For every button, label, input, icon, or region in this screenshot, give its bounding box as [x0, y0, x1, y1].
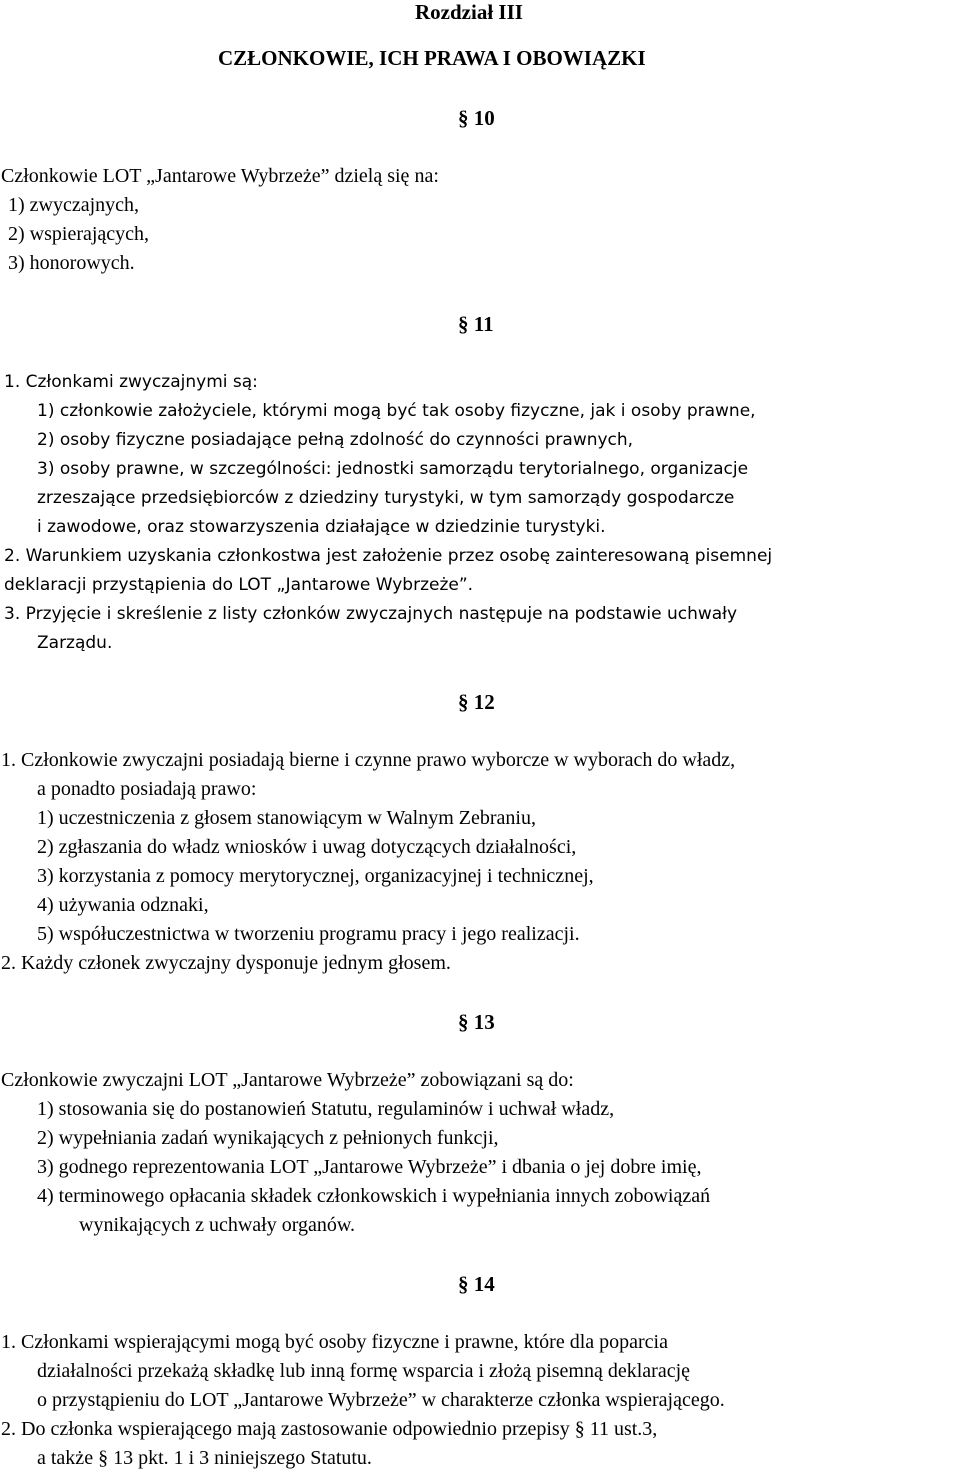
- p11-s1-lead: 1. Członkami zwyczajnymi są:: [4, 372, 258, 392]
- p12-s1-line-1: 1. Członkowie zwyczajni posiadają bierne i czynne prawo wyborcze w wyborach do władz,: [1, 749, 736, 771]
- p13-item-3: 3) godnego reprezentowania LOT „Jantarowe Wybrzeże” i dbania o jej dobre imię,: [37, 1156, 702, 1178]
- p11-s2-line-1: 2. Warunkiem uzyskania członkostwa jest założenie przez osobę zainteresowaną pisemnej: [4, 546, 773, 566]
- p10-item-1: 1) zwyczajnych,: [8, 194, 140, 216]
- p10-intro: Członkowie LOT „Jantarowe Wybrzeże” dzielą się na:: [1, 165, 439, 187]
- p11-s1-item-3-cont-2: i zawodowe, oraz stowarzyszenia działające w dziedzinie turystyki.: [37, 517, 606, 537]
- p14-s1-line-3: o przystąpieniu do LOT „Jantarowe Wybrzeże” w charakterze członka wspierającego.: [37, 1389, 725, 1411]
- p12-s1-line-2: a ponadto posiadają prawo:: [37, 778, 257, 800]
- p14-s2-line-1: 2. Do członka wspierającego mają zastosowanie odpowiednio przepisy § 11 ust.3,: [1, 1418, 658, 1440]
- p13-item-2: 2) wypełniania zadań wynikających z pełnionych funkcji,: [37, 1127, 499, 1149]
- p12-item-2: 2) zgłaszania do władz wniosków i uwag dotyczących działalności,: [37, 836, 577, 858]
- p14-s1-line-2: działalności przekażą składkę lub inną formę wsparcia i złożą pisemną deklarację: [37, 1360, 691, 1382]
- p13-intro: Członkowie zwyczajni LOT „Jantarowe Wybrzeże” zobowiązani są do:: [1, 1069, 574, 1091]
- paragraph-14-heading: § 14: [458, 1272, 495, 1296]
- p14-s2-line-2: a także § 13 pkt. 1 i 3 niniejszego Statutu.: [37, 1447, 372, 1469]
- p13-item-1: 1) stosowania się do postanowień Statutu, regulaminów i uchwał władz,: [37, 1098, 615, 1120]
- paragraph-13-heading: § 13: [458, 1010, 495, 1034]
- p12-item-4: 4) używania odznaki,: [37, 894, 209, 916]
- p12-s2: 2. Każdy członek zwyczajny dysponuje jednym głosem.: [1, 952, 451, 974]
- p11-s1-item-3-cont-1: zrzeszające przedsiębiorców z dziedziny turystyki, w tym samorządy gospodarcze: [37, 488, 735, 508]
- p11-s3-line-2: Zarządu.: [37, 633, 113, 653]
- paragraph-11-heading: § 11: [458, 312, 494, 336]
- p11-s1-item-3: 3) osoby prawne, w szczególności: jednostki samorządu terytorialnego, organizacje: [37, 459, 749, 479]
- p11-s1-item-1: 1) członkowie założyciele, którymi mogą być tak osoby fizyczne, jak i osoby prawne,: [37, 401, 756, 421]
- p11-s1-item-2: 2) osoby fizyczne posiadające pełną zdolność do czynności prawnych,: [37, 430, 634, 450]
- p13-item-4: 4) terminowego opłacania składek członkowskich i wypełniania innych zobowiązań: [37, 1185, 711, 1207]
- p12-item-1: 1) uczestniczenia z głosem stanowiącym w Walnym Zebraniu,: [37, 807, 536, 829]
- paragraph-12-heading: § 12: [458, 690, 495, 714]
- p10-item-2: 2) wspierających,: [8, 223, 150, 245]
- p12-item-5: 5) współuczestnictwa w tworzeniu programu pracy i jego realizacji.: [37, 923, 580, 945]
- p13-item-4-cont: wynikających z uchwały organów.: [79, 1214, 356, 1236]
- p12-item-3: 3) korzystania z pomocy merytorycznej, organizacyjnej i technicznej,: [37, 865, 594, 887]
- chapter-title: Rozdział III: [415, 0, 523, 24]
- chapter-subtitle: CZŁONKOWIE, ICH PRAWA I OBOWIĄZKI: [218, 46, 646, 70]
- p11-s3-line-1: 3. Przyjęcie i skreślenie z listy członków zwyczajnych następuje na podstawie uchwały: [4, 604, 738, 624]
- paragraph-10-heading: § 10: [458, 106, 495, 130]
- p14-s1-line-1: 1. Członkami wspierającymi mogą być osoby fizyczne i prawne, które dla poparcia: [1, 1331, 668, 1353]
- p10-item-3: 3) honorowych.: [8, 252, 135, 274]
- p11-s2-line-2: deklaracji przystąpienia do LOT „Jantarowe Wybrzeże”.: [4, 575, 474, 595]
